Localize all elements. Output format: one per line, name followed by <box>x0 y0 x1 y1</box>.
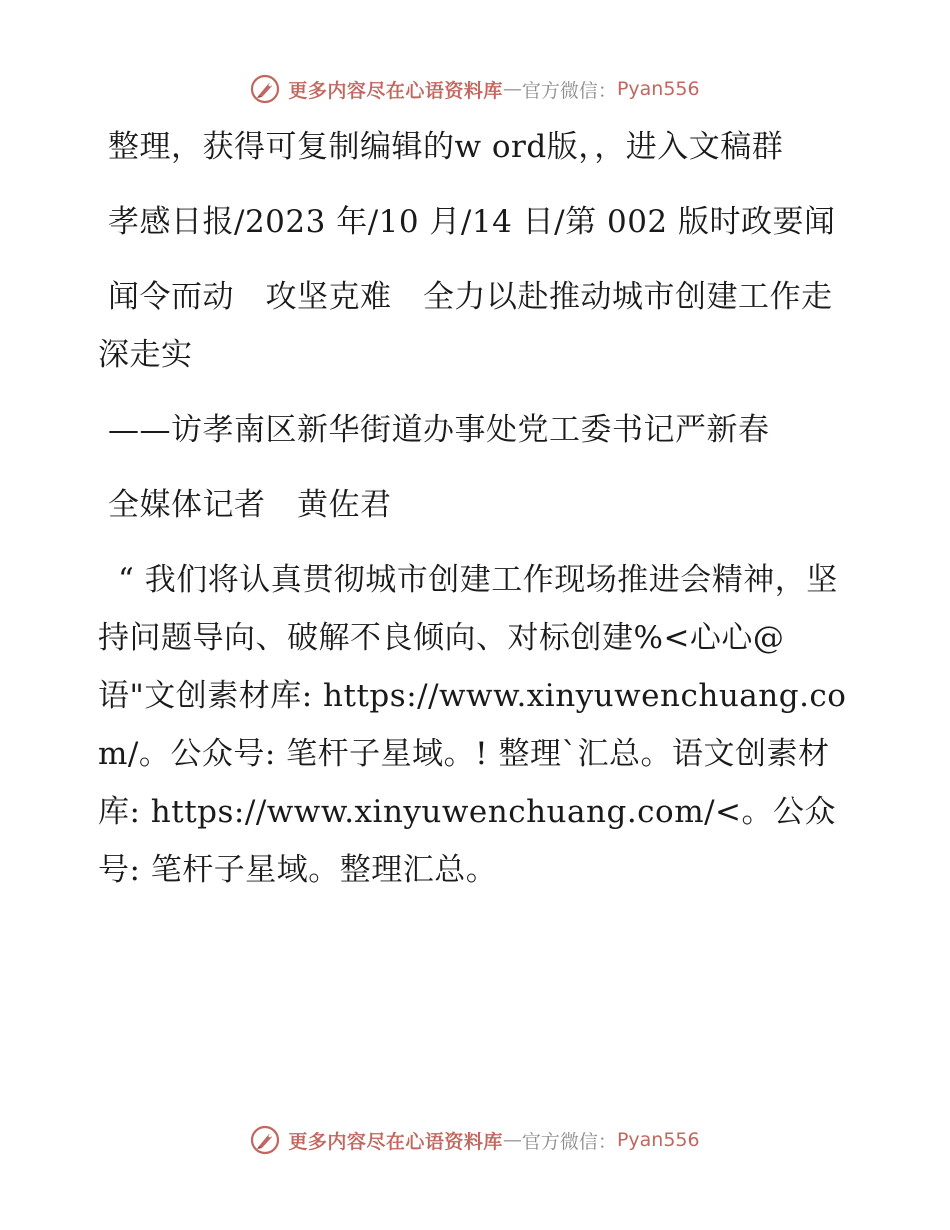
footer-banner <box>0 1120 950 1160</box>
article-body-paragraph: “ 我们将认真贯彻城市创建工作现场推进会精神，坚持问题导向、破解不良倾向、对标创建%<心心@语"文创素材库: https://www.xinyuwenchuang.com/。公众号: 笔杆子星域。! 整理`汇总。语文创素材库: https://www.xinyuwenchuang.com/<。公众号: 笔杆子星域。整理汇总。 <box>98 562 847 888</box>
article-headline: 闻令而动 攻坚克难 全力以赴推动城市创建工作走深走实 <box>98 279 833 373</box>
banner-main-text: 更多内容尽在心语资料库 <box>288 79 503 102</box>
banner-separator: — <box>502 1129 522 1151</box>
document-body <box>98 118 850 916</box>
banner-wechat-label: 官方微信： <box>521 79 617 102</box>
banner-main-text: 更多内容尽在心语资料库 <box>288 1130 503 1153</box>
source-line: 孝感日报/2023 年/10 月/14 日/第 002 版时政要闻 <box>108 204 836 240</box>
pen-nib-logo-icon <box>250 1125 280 1155</box>
article-byline: 全媒体记者 黄佐君 <box>108 487 392 523</box>
pen-nib-logo-icon <box>250 74 280 104</box>
article-subheadline: ——访孝南区新华街道办事处党工委书记严新春 <box>108 412 770 448</box>
banner-wechat-label: 官方微信： <box>521 1130 617 1153</box>
banner-wechat-id: Pyan556 <box>616 78 700 100</box>
banner-separator: — <box>502 78 522 100</box>
header-banner <box>0 69 950 109</box>
notice-paragraph: 整理，获得可复制编辑的w ord版，，进入文稿群 <box>108 129 784 165</box>
banner-wechat-id: Pyan556 <box>616 1129 700 1151</box>
